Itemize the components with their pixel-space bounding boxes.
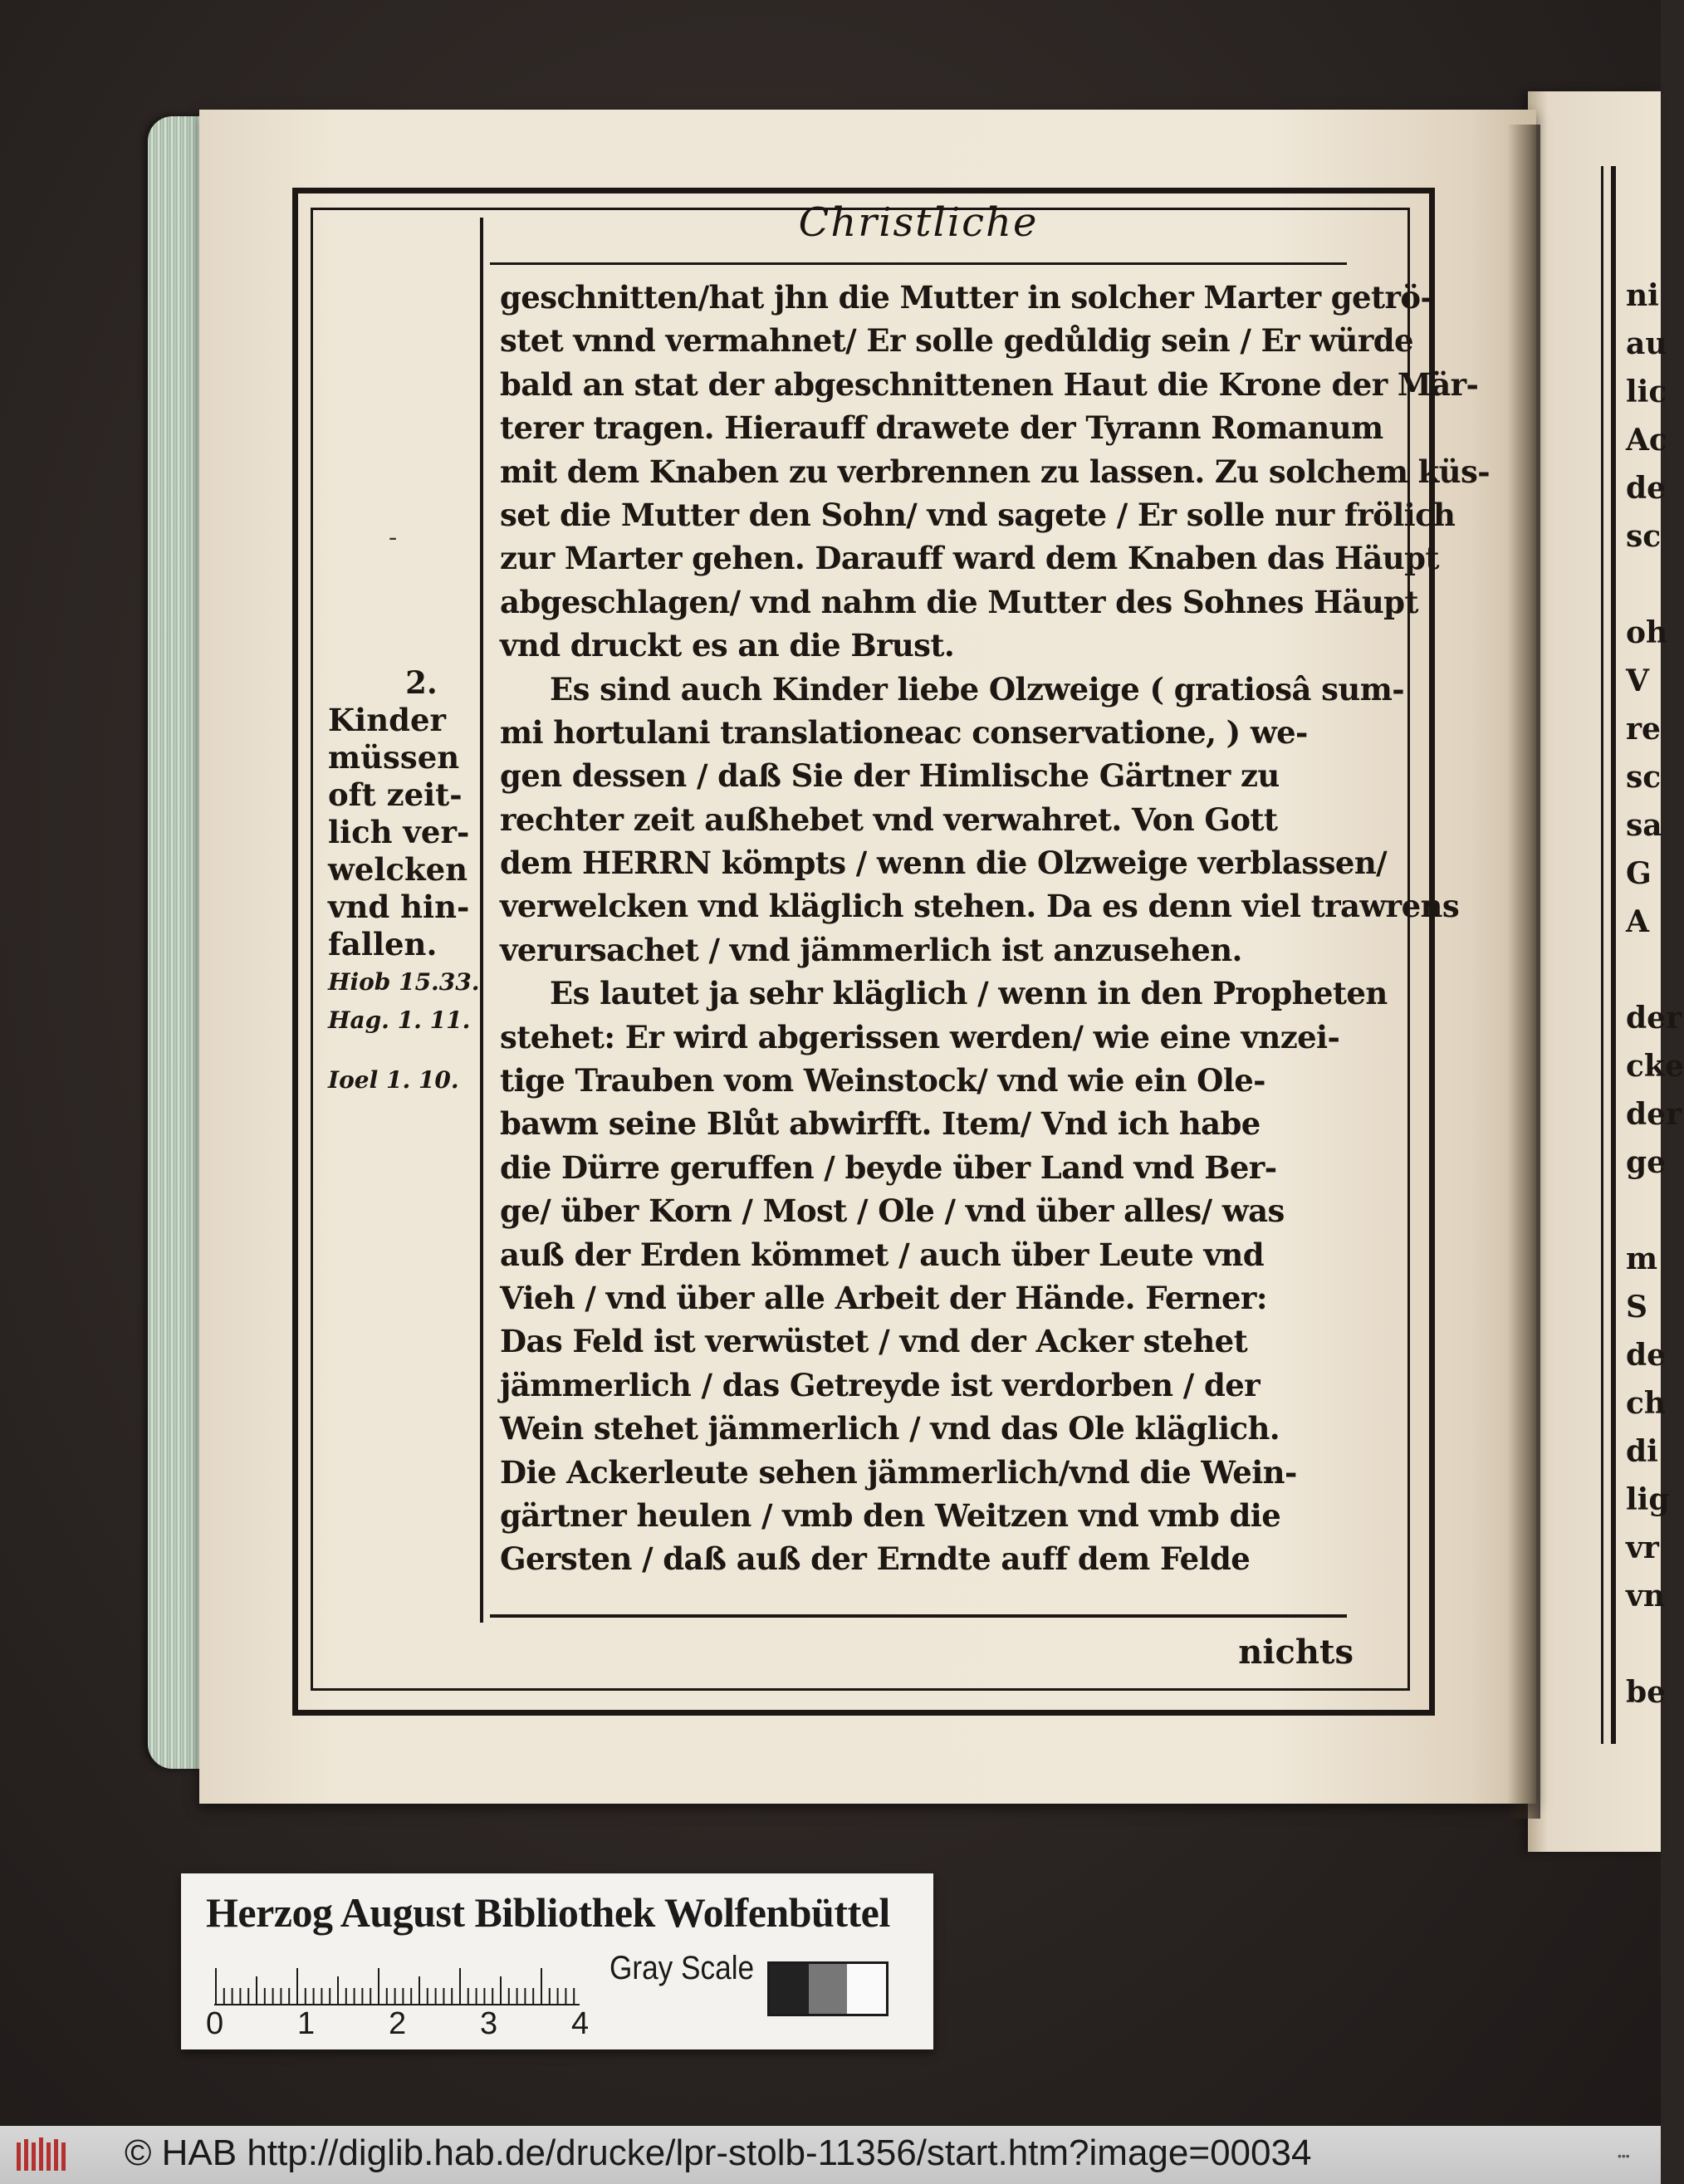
facing-page-fragment: be [1626,1675,1667,1710]
footer-bar [0,2126,1661,2184]
swatch-black [770,1964,809,2014]
ruler-number: 0 [206,2006,224,2041]
body-text [500,276,1490,1581]
margin-note-line: müssen [328,739,460,776]
text-line: Es lautet ja sehr kläglich / wenn in den Propheten [550,975,1388,1012]
text-line: die Dürre geruffen / beyde über Land vnd Ber- [500,1148,1277,1186]
text-line: mit dem Knaben zu verbrennen zu lassen. Zu solchem küs- [500,453,1490,490]
text-line: dem HERRN kömpts / wenn die Olzweige verblassen/ [500,845,1388,882]
gray-scale-label: Gray Scale [609,1950,755,1986]
text-line: rechter zeit außhebet vnd verwahret. Von Gott [500,801,1278,838]
facing-page-fragment: G [1626,856,1652,891]
text-line: Die Ackerleute sehen jämmerlich/vnd die Wein- [500,1453,1297,1491]
margin-section-number: 2. [405,664,438,701]
text-line: Gersten / daß auß der Erndte auff dem Felde [500,1540,1251,1578]
facing-page-fragment: di [1626,1434,1658,1469]
catchword: nichts [1238,1633,1354,1672]
text-line: bald an stat der abgeschnittenen Haut die Krone der Mär- [500,365,1479,403]
margin-note-line: vnd hin- [328,889,470,925]
facing-page-fragment: lic [1626,375,1667,409]
facing-page-fragment: oh [1626,615,1668,650]
facing-page-fragment: V [1626,664,1649,698]
margin-notes [328,664,482,1099]
text-line: Es sind auch Kinder liebe Olzweige ( gratiosâ sum- [550,670,1404,708]
ruler-number: 3 [480,2006,498,2041]
margin-note-line: oft zeit- [328,776,463,813]
margin-reference-joel: Ioel 1. 10. [328,1066,459,1094]
facing-page-fragment: der [1626,1001,1682,1036]
text-line: verwelcken vnd kläglich stehen. Da es denn viel trawrens [500,888,1460,925]
margin-note-line: welcken [328,851,468,888]
facing-page-fragment: au [1626,326,1667,361]
ruler-number: 4 [571,2006,590,2041]
facing-page-fragment: de [1626,1338,1667,1373]
footer-url-text: © HAB http://diglib.hab.de/drucke/lpr-stolb-11356/start.htm?image=00034 [125,2133,1312,2173]
facing-page-fragment: m [1626,1241,1658,1276]
text-line: terer tragen. Hierauff drawete der Tyrann Romanum [500,409,1383,447]
facing-page-fragment: sc [1626,760,1662,795]
facing-page-fragment: vn [1626,1579,1666,1614]
facing-page-fragment: Ac [1626,423,1667,458]
margin-reference-hiob: Hiob 15.33. [328,968,480,996]
text-line: geschnitten/hat jhn die Mutter in solcher Marter getrö- [500,279,1433,316]
facing-page-fragment: sa [1626,808,1662,843]
text-line: jämmerlich / das Getreyde ist verdorben / der [500,1366,1261,1403]
facing-page-fragment: A [1626,904,1649,939]
margin-note-line: lich ver- [328,814,470,850]
text-line: abgeschlagen/ vnd nahm die Mutter des Sohnes Häupt [500,583,1418,620]
text-line: gen dessen / daß Sie der Himlische Gärtner zu [500,757,1280,795]
facing-page-fragment: S [1626,1290,1647,1325]
hab-logo-icon [15,2136,68,2174]
facing-page-fragment: der [1626,1097,1682,1132]
text-line: vnd druckt es an die Brust. [500,627,955,664]
text-line: ge/ über Korn / Most / Ole / vnd über alles/ was [500,1192,1285,1230]
ruler-number: 1 [297,2006,316,2041]
facing-page-fragment: ni [1626,278,1659,313]
text-line: Wein stehet jämmerlich / vnd das Ole kläglich. [500,1410,1280,1447]
text-line: set die Mutter den Sohn/ vnd sagete / Er solle nur frölich [500,496,1456,533]
swatch-white [847,1964,886,2014]
facing-page-fragment: ge [1626,1145,1667,1180]
color-calibration-card [181,1873,933,2049]
text-line: verursachet / vnd jämmerlich ist anzusehen. [500,931,1242,968]
facing-page-fragment: ch [1626,1386,1667,1421]
book-gutter-shadow [1507,125,1540,1819]
facing-page-fragment: cke [1626,1049,1684,1084]
text-line: mi hortulani translationeac conservatione, ) we- [500,713,1308,751]
facing-page-fragment: lig [1626,1482,1670,1517]
text-line: Vieh / vnd über alle Arbeit der Hände. Ferner: [500,1279,1267,1316]
gray-scale-swatches [767,1961,889,2016]
margin-mark: - [389,523,398,552]
text-line: stehet: Er wird abgerissen werden/ wie eine vnzei- [500,1018,1340,1055]
card-institution-name: Herzog August Bibliothek Wolfenbüttel [206,1889,890,1936]
text-line: tige Trauben vom Weinstock/ vnd wie ein Ole- [500,1062,1265,1099]
running-head: Christliche [798,199,1039,246]
footer-dots: ••• [1618,2149,1630,2162]
facing-page-fragment: de [1626,471,1667,506]
text-line: gärtner heulen / vmb den Weitzen vnd vmb die [500,1496,1281,1534]
text-line: auß der Erden kömmet / auch über Leute vnd [500,1236,1264,1273]
margin-note-text [328,702,482,963]
ruler-numbers [206,2006,621,2040]
swatch-gray [809,1964,848,2014]
facing-page-fragment: re [1626,712,1661,747]
text-line: bawm seine Blůt abwirfft. Item/ Vnd ich habe [500,1105,1261,1143]
ruler-number: 2 [389,2006,407,2041]
facing-page-frame-thin [1601,166,1603,1744]
facing-page-fragment: sc [1626,519,1662,554]
header-rule [490,262,1347,265]
facing-page-frame [1611,166,1616,1744]
ruler-scale [214,1956,580,2006]
margin-note-line: Kinder [328,702,447,738]
margin-note-line: fallen. [328,926,438,962]
margin-reference-haggai: Hag. 1. 11. [328,1006,471,1034]
footer-rule [490,1614,1347,1618]
text-line: stet vnnd vermahnet/ Er solle gedůldig sein / Er würde [500,322,1413,360]
text-line: zur Marter gehen. Darauff ward dem Knaben das Häupt [500,540,1439,577]
facing-page-fragment: vr [1626,1530,1659,1565]
text-line: Das Feld ist verwüstet / vnd der Acker stehet [500,1323,1248,1360]
